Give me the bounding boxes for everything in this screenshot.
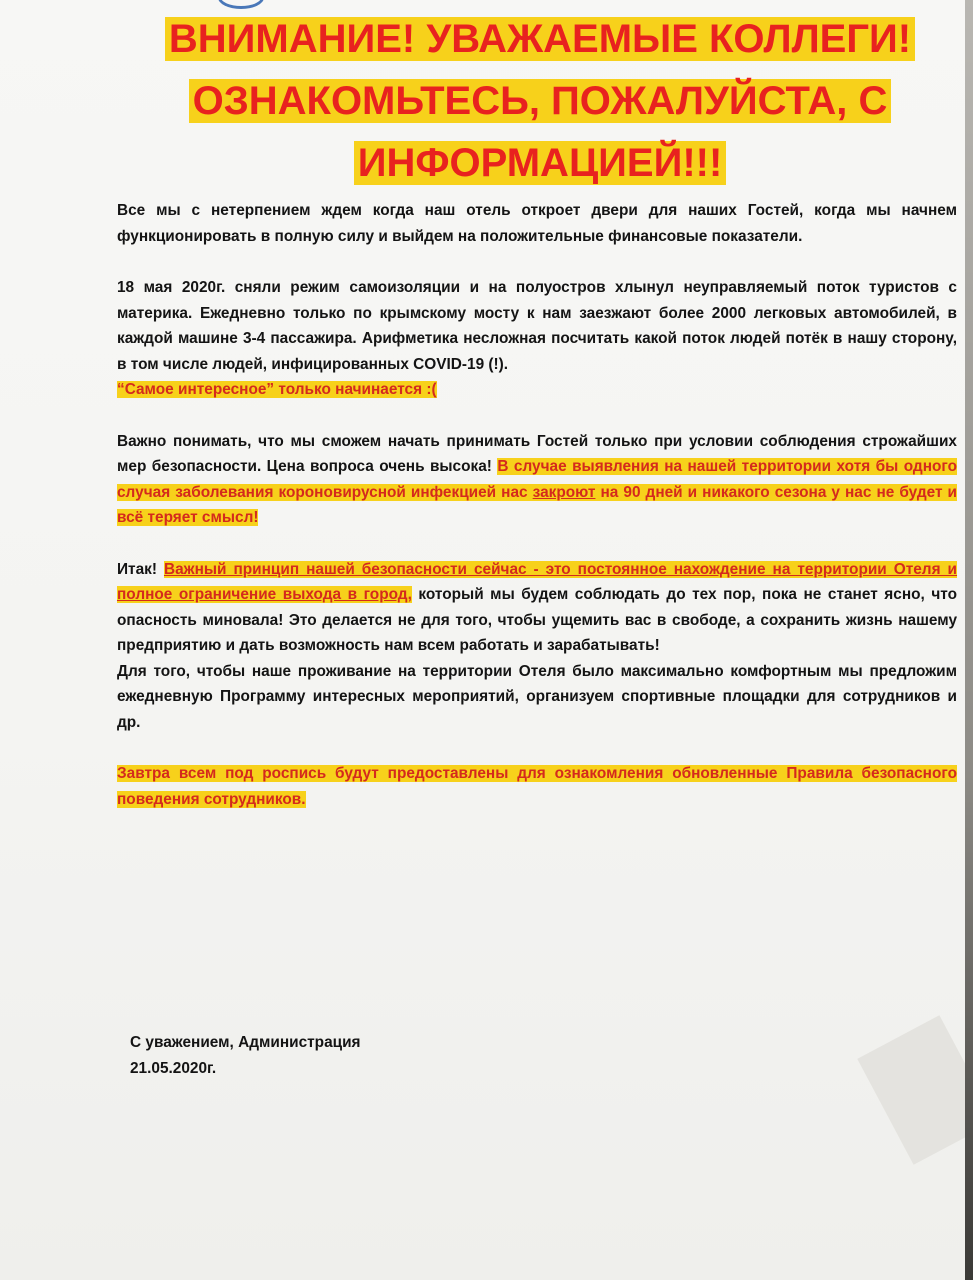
paragraph-principle-text: который мы будем соблюдать до тех пор, пока не станет ясно, что опасность миновала! Это делается не для того, чтобы ущемить вас в свободе, а сохранить жизнь нашему предприятию и дать возможность нам всем работать и зарабатывать! xyxy=(117,586,957,654)
tape-piece xyxy=(857,1015,965,1165)
paragraph-principle-lead: Итак! xyxy=(117,560,157,578)
notice-body xyxy=(117,198,957,812)
paragraph-safety xyxy=(117,429,957,531)
title-line-1: ВНИМАНИЕ! УВАЖАЕМЫЕ КОЛЛЕГИ! xyxy=(165,17,915,61)
highlight-closure-part-1: В случае выявления на нашей территории хотя бы одного случая заболевания короновирусной инфекцией нас xyxy=(117,458,958,501)
background-edge xyxy=(965,0,973,1280)
paragraph-safety-text: Важно понимать, что мы сможем начать принимать Гостей только при условии соблюдения строжайших мер безопасности. Цена вопроса очень высока! xyxy=(117,432,957,475)
highlight-closure-underlined: закроют xyxy=(532,483,596,501)
title-line-3: ИНФОРМАЦИЕЙ!!! xyxy=(354,141,727,185)
signature-block xyxy=(130,1030,361,1082)
highlight-interesting: “Самое интересное” только начинается :( xyxy=(117,381,437,398)
signature-date: 21.05.2020г. xyxy=(130,1060,217,1077)
highlight-rules: Завтра всем под роспись будут предоставлены для ознакомления обновленные Правила безопасного поведения сотрудников. xyxy=(117,765,957,808)
paragraph-program: Для того, чтобы наше проживание на территории Отеля было максимально комфортным мы предложим ежедневную Программу интересных мероприятий, организуем спортивные площадки для сотрудников и др. xyxy=(117,662,957,731)
title-line-2: ОЗНАКОМЬТЕСЬ, ПОЖАЛУЙСТА, С xyxy=(189,79,892,123)
highlight-closure-part-2: на 90 дней и никакого сезона у нас не будет и всё теряет смысл! xyxy=(117,483,957,526)
paragraph-principle xyxy=(117,557,957,659)
paragraph-tourists xyxy=(117,275,957,403)
paragraph-intro: Все мы с нетерпением ждем когда наш отель откроет двери для наших Гостей, когда мы начнем функционировать в полную силу и выйдем на положительные финансовые показатели. xyxy=(117,202,957,245)
notice-title xyxy=(100,8,965,194)
paragraph-tourists-text: 18 мая 2020г. сняли режим самоизоляции и на полуостров хлынул неуправляемый поток туристов с материка. Ежедневно только по крымскому мосту к нам заезжают более 2000 легковых автомобилей, в каждой машине 3-4 пассажира. Арифметика несложная посчитать какой поток людей потёк в нашу сторону, в том числе людей, инфицированных COVID-19 (!). xyxy=(117,279,957,373)
paragraph-rules xyxy=(117,761,957,812)
highlight-principle: Важный принцип нашей безопасности сейчас - это постоянное нахождение на территории Отеля и полное ограничение выхода в город, xyxy=(117,560,958,603)
signature-line: С уважением, Администрация xyxy=(130,1034,361,1051)
